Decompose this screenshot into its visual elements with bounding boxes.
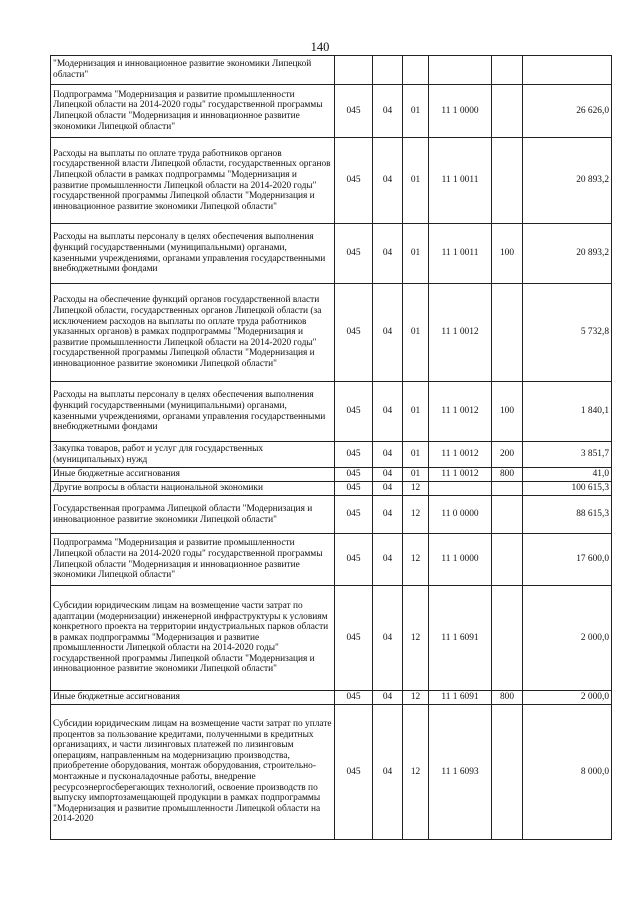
row-description: Иные бюджетные ассигнования [51, 691, 335, 705]
subsection-code: 12 [403, 586, 429, 691]
page-number: 140 [310, 40, 330, 54]
row-description: Государственная программа Липецкой области "Модернизация и инновационное развитие экономики Липецкой области" [51, 496, 335, 534]
subsection-code [403, 56, 429, 85]
table-row [51, 496, 612, 534]
amount: 26 626,0 [523, 85, 612, 138]
subsection-code: 01 [403, 284, 429, 382]
section-code: 04 [373, 586, 403, 691]
admin-code: 045 [335, 382, 373, 442]
section-code [373, 56, 403, 85]
row-description: Расходы на обеспечение функций органов государственной власти Липецкой области, государственных органов Липецкой области (за исключением расходов на выплаты по оплате труда работников указанных органов) в рамках подпрограммы "Модернизация и развитие промышленности Липецкой области на 2014-2020 годы" государственной программы Липецкой области "Модернизация и инновационное развитие экономики Липецкой области" [51, 284, 335, 382]
row-description: Иные бюджетные ассигнования [51, 468, 335, 482]
table-row [51, 691, 612, 705]
admin-code: 045 [335, 482, 373, 496]
subsection-code: 12 [403, 496, 429, 534]
section-code: 04 [373, 468, 403, 482]
expense-type-code: 200 [492, 442, 523, 468]
amount: 3 851,7 [523, 442, 612, 468]
section-code: 04 [373, 138, 403, 224]
expense-type-code [492, 138, 523, 224]
amount: 2 000,0 [523, 586, 612, 691]
table-row [51, 138, 612, 224]
section-code: 04 [373, 691, 403, 705]
target-article-code [429, 482, 492, 496]
amount: 41,0 [523, 468, 612, 482]
amount: 17 600,0 [523, 534, 612, 586]
expense-type-code: 800 [492, 691, 523, 705]
table-row [51, 56, 612, 85]
admin-code: 045 [335, 534, 373, 586]
row-description: Закупка товаров, работ и услуг для государственных (муниципальных) нужд [51, 442, 335, 468]
row-description: "Модернизация и инновационное развитие экономики Липецкой области" [51, 56, 335, 85]
table-row [51, 442, 612, 468]
target-article-code: 11 1 0012 [429, 442, 492, 468]
expense-type-code: 100 [492, 382, 523, 442]
expense-type-code [492, 496, 523, 534]
subsection-code: 12 [403, 482, 429, 496]
target-article-code: 11 1 0011 [429, 138, 492, 224]
table-row [51, 85, 612, 138]
target-article-code [429, 56, 492, 85]
section-code: 04 [373, 534, 403, 586]
admin-code: 045 [335, 85, 373, 138]
row-description: Расходы на выплаты персоналу в целях обеспечения выполнения функций государственными (муниципальными) органами, казенными учреждениями, органами управления государственными внебюджетными фондами [51, 382, 335, 442]
admin-code: 045 [335, 442, 373, 468]
row-description: Субсидии юридическим лицам на возмещение части затрат по уплате процентов за пользование кредитами, полученными в кредитных организациях, и части лизинговых платежей по лизинговым операциям, направленным на модернизацию производства, приобретение оборудования, монтаж оборудования, строительно-монтажные и пусконаладочные работы, внедрение ресурсоэнергосберегающих технологий, освоение производств по выпуску импортозамещающей продукции в рамках подпрограммы "Модернизация и развитие промышленности Липецкой области на 2014-2020 [51, 705, 335, 840]
section-code: 04 [373, 482, 403, 496]
admin-code: 045 [335, 496, 373, 534]
admin-code: 045 [335, 468, 373, 482]
table-row [51, 468, 612, 482]
target-article-code: 11 1 0012 [429, 382, 492, 442]
table-row [51, 382, 612, 442]
expense-type-code [492, 534, 523, 586]
section-code: 04 [373, 224, 403, 284]
subsection-code: 12 [403, 691, 429, 705]
table-row [51, 224, 612, 284]
row-description: Расходы на выплаты персоналу в целях обеспечения выполнения функций государственными (муниципальными) органами, казенными учреждениями, органами управления государственными внебюджетными фондами [51, 224, 335, 284]
section-code: 04 [373, 442, 403, 468]
subsection-code: 12 [403, 534, 429, 586]
section-code: 04 [373, 705, 403, 840]
amount: 8 000,0 [523, 705, 612, 840]
amount: 20 893,2 [523, 138, 612, 224]
target-article-code: 11 1 0012 [429, 468, 492, 482]
row-description: Расходы на выплаты по оплате труда работников органов государственной власти Липецкой области, государственных органов Липецкой области в рамках подпрограммы "Модернизация и развитие промышленности Липецкой области на 2014-2020 годы" государственной программы Липецкой области "Модернизация и инновационное развитие экономики Липецкой области" [51, 138, 335, 224]
budget-table [50, 55, 612, 840]
subsection-code: 01 [403, 382, 429, 442]
expense-type-code [492, 284, 523, 382]
target-article-code: 11 1 0012 [429, 284, 492, 382]
admin-code: 045 [335, 138, 373, 224]
section-code: 04 [373, 382, 403, 442]
admin-code [335, 56, 373, 85]
section-code: 04 [373, 85, 403, 138]
expense-type-code: 100 [492, 224, 523, 284]
admin-code: 045 [335, 284, 373, 382]
amount [523, 56, 612, 85]
admin-code: 045 [335, 224, 373, 284]
amount: 5 732,8 [523, 284, 612, 382]
amount: 1 840,1 [523, 382, 612, 442]
target-article-code: 11 0 0000 [429, 496, 492, 534]
table-row [51, 586, 612, 691]
admin-code: 045 [335, 705, 373, 840]
amount: 88 615,3 [523, 496, 612, 534]
expense-type-code [492, 56, 523, 85]
table-row [51, 534, 612, 586]
subsection-code: 01 [403, 138, 429, 224]
subsection-code: 01 [403, 468, 429, 482]
row-description: Подпрограмма "Модернизация и развитие промышленности Липецкой области на 2014-2020 годы" государственной программы Липецкой области "Модернизация и инновационное развитие экономики Липецкой области" [51, 534, 335, 586]
subsection-code: 01 [403, 85, 429, 138]
amount: 2 000,0 [523, 691, 612, 705]
row-description: Подпрограмма "Модернизация и развитие промышленности Липецкой области на 2014-2020 годы" государственной программы Липецкой области "Модернизация и инновационное развитие экономики Липецкой области" [51, 85, 335, 138]
expense-type-code [492, 482, 523, 496]
section-code: 04 [373, 496, 403, 534]
section-code: 04 [373, 284, 403, 382]
target-article-code: 11 1 6091 [429, 586, 492, 691]
table-row [51, 705, 612, 840]
table-row [51, 284, 612, 382]
row-description: Другие вопросы в области национальной экономики [51, 482, 335, 496]
amount: 20 893,2 [523, 224, 612, 284]
target-article-code: 11 1 6091 [429, 691, 492, 705]
subsection-code: 12 [403, 705, 429, 840]
subsection-code: 01 [403, 442, 429, 468]
expense-type-code [492, 586, 523, 691]
admin-code: 045 [335, 691, 373, 705]
target-article-code: 11 1 0000 [429, 534, 492, 586]
row-description: Субсидии юридическим лицам на возмещение части затрат по адаптации (модернизации) инженерной инфраструктуры к условиям конкретного проекта на территории индустриальных парков области в рамках подпрограммы "Модернизация и развитие промышленности Липецкой области на 2014-2020 годы" государственной программы Липецкой области "Модернизация и инновационное развитие экономики Липецкой области" [51, 586, 335, 691]
target-article-code: 11 1 0000 [429, 85, 492, 138]
target-article-code: 11 1 0011 [429, 224, 492, 284]
expense-type-code [492, 85, 523, 138]
table-row [51, 482, 612, 496]
expense-type-code: 800 [492, 468, 523, 482]
amount: 100 615,3 [523, 482, 612, 496]
admin-code: 045 [335, 586, 373, 691]
target-article-code: 11 1 6093 [429, 705, 492, 840]
expense-type-code [492, 705, 523, 840]
subsection-code: 01 [403, 224, 429, 284]
